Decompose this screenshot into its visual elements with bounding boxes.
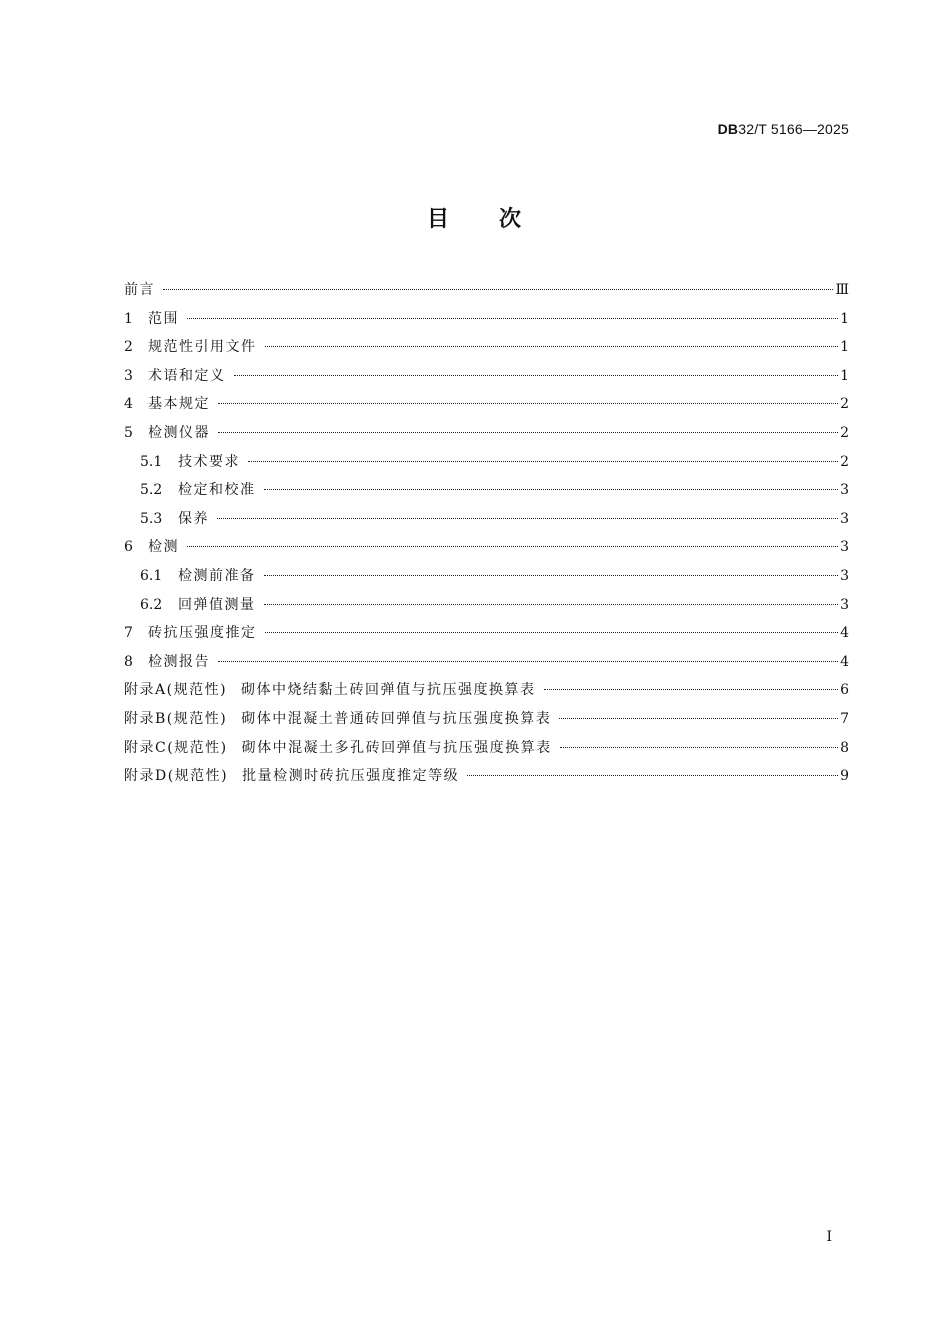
toc-entry-page: 4: [840, 625, 849, 642]
toc-dot-leader: [187, 546, 838, 547]
toc-dot-leader: [544, 689, 839, 690]
toc-entry-label: 砖抗压强度推定: [148, 625, 257, 642]
toc-entry-number: 8: [124, 653, 133, 670]
toc-entry-label: 检测报告: [148, 653, 210, 670]
page-title-char-2: 次: [499, 207, 524, 232]
toc-entry-page: 4: [840, 653, 849, 670]
toc-dot-leader: [559, 718, 838, 719]
toc-entry[interactable]: [124, 479, 849, 508]
toc-dot-leader: [264, 604, 839, 605]
toc-entry-page: 3: [840, 482, 849, 499]
toc-entry[interactable]: [124, 737, 849, 766]
document-code-number: 5166—2025: [770, 121, 849, 137]
toc-entry-label: 回弹值测量: [178, 596, 256, 613]
toc-dot-leader: [163, 289, 833, 290]
toc-entry-label: 检定和校准: [178, 482, 256, 499]
toc-entry-number: 2: [124, 339, 133, 356]
toc-entry-page: 9: [840, 768, 849, 785]
toc-entry-page: 1: [840, 310, 849, 327]
toc-entry-page: 2: [840, 396, 849, 413]
toc-entry-subtitle: 砌体中混凝土普通砖回弹值与抗压强度换算表: [241, 710, 552, 727]
toc-dot-leader: [560, 747, 838, 748]
toc-entry[interactable]: [124, 679, 849, 708]
toc-entry[interactable]: [124, 536, 849, 565]
toc-entry-label: 保养: [178, 510, 209, 527]
toc-dot-leader: [218, 432, 838, 433]
toc-entry-label: 技术要求: [178, 453, 240, 470]
toc-entry[interactable]: [124, 594, 849, 623]
toc-entry[interactable]: [124, 279, 849, 308]
footer-page-number: I: [826, 1229, 832, 1245]
toc-entry-number: 5.3: [140, 510, 163, 527]
toc-entry-page: 1: [840, 339, 849, 356]
toc-entry-number: 3: [124, 367, 133, 384]
toc-entry[interactable]: [124, 336, 849, 365]
toc-entry-page: 3: [840, 596, 849, 613]
toc-entry-number: 5: [124, 424, 133, 441]
toc-entry-number: 4: [124, 396, 133, 413]
document-code-series: 32/T: [738, 121, 767, 137]
document-code: [718, 121, 849, 137]
toc-entry-page: Ⅲ: [835, 282, 849, 298]
toc-entry[interactable]: [124, 308, 849, 337]
toc-entry-page: 1: [840, 367, 849, 384]
toc-entry[interactable]: [124, 451, 849, 480]
toc-dot-leader: [264, 575, 839, 576]
toc-entry-subtitle: 砌体中烧结黏土砖回弹值与抗压强度换算表: [241, 682, 536, 699]
table-of-contents: [124, 279, 849, 794]
toc-entry-page: 8: [840, 739, 849, 756]
toc-dot-leader: [234, 375, 839, 376]
toc-entry-page: 3: [840, 510, 849, 527]
toc-entry-label: 基本规定: [148, 396, 210, 413]
document-code-prefix: DB: [717, 121, 739, 137]
toc-entry-number: 6.1: [140, 567, 163, 584]
toc-dot-leader: [264, 489, 839, 490]
toc-dot-leader: [217, 518, 838, 519]
toc-entry-page: 3: [840, 539, 849, 556]
toc-entry[interactable]: [124, 651, 849, 680]
toc-entry-label: 附录B(规范性): [124, 710, 228, 727]
toc-entry-page: 2: [840, 453, 849, 470]
page-title-char-1: 目: [426, 207, 451, 232]
toc-entry[interactable]: [124, 708, 849, 737]
toc-entry-label: 附录D(规范性): [124, 768, 229, 785]
toc-entry-number: 5.2: [140, 482, 163, 499]
toc-entry-number: 1: [124, 310, 133, 327]
toc-entry-label: 附录C(规范性): [124, 739, 228, 756]
toc-entry-label: 检测仪器: [148, 424, 210, 441]
toc-dot-leader: [467, 775, 838, 776]
toc-entry[interactable]: [124, 508, 849, 537]
toc-dot-leader: [218, 403, 838, 404]
toc-entry-page: 6: [840, 682, 849, 699]
toc-entry-subtitle: 砌体中混凝土多孔砖回弹值与抗压强度换算表: [241, 739, 552, 756]
toc-entry-label: 规范性引用文件: [148, 339, 257, 356]
toc-entry-label: 前言: [124, 282, 155, 298]
toc-entry[interactable]: [124, 565, 849, 594]
toc-entry[interactable]: [124, 765, 849, 794]
toc-entry-page: 7: [840, 710, 849, 727]
toc-dot-leader: [265, 346, 839, 347]
toc-entry[interactable]: [124, 422, 849, 451]
toc-entry-number: 7: [124, 625, 133, 642]
toc-entry[interactable]: [124, 393, 849, 422]
toc-dot-leader: [187, 318, 838, 319]
toc-entry-label: 附录A(规范性): [124, 682, 228, 699]
toc-entry-subtitle: 批量检测时砖抗压强度推定等级: [242, 768, 460, 785]
toc-entry-label: 检测: [148, 539, 179, 556]
page-title: [0, 202, 950, 233]
toc-entry-page: 2: [840, 424, 849, 441]
toc-dot-leader: [265, 632, 839, 633]
toc-entry-label: 检测前准备: [178, 567, 256, 584]
toc-entry-label: 术语和定义: [148, 367, 226, 384]
toc-entry-number: 6.2: [140, 596, 163, 613]
toc-entry[interactable]: [124, 622, 849, 651]
toc-entry-number: 6: [124, 539, 133, 556]
toc-entry[interactable]: [124, 365, 849, 394]
toc-dot-leader: [248, 461, 838, 462]
toc-entry-label: 范围: [148, 310, 179, 327]
toc-dot-leader: [218, 661, 838, 662]
toc-entry-page: 3: [840, 567, 849, 584]
toc-entry-number: 5.1: [140, 453, 163, 470]
